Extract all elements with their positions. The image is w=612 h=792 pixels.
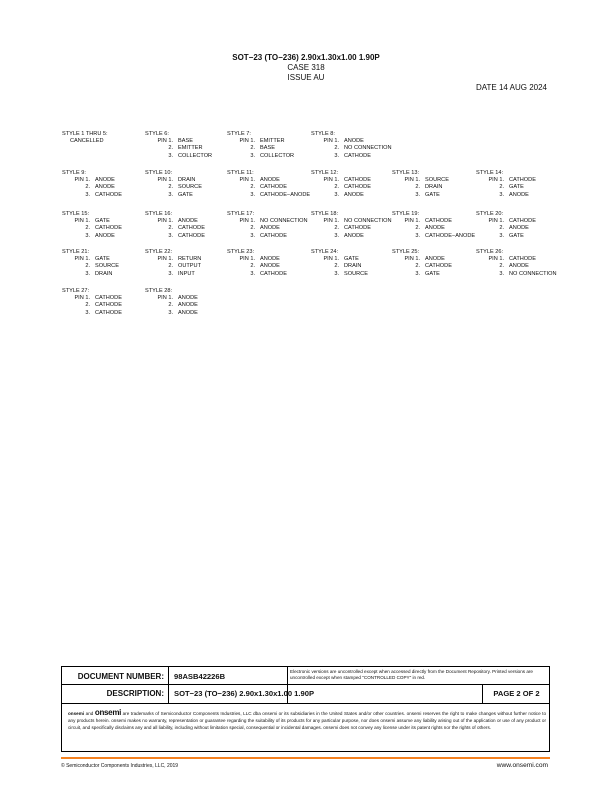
legal-text: are trademarks of Semiconductor Components Industries, LLC dba onsemi or its subsidiaries in the United States and/or other countries. onsemi reserves the right to make changes without further notice to any products herein. onsemi makes no warranty, representation or guarantee regarding the suitability of its products for any particular purpose, nor does onsemi assume any liability arising out of the application or use of any product or circuit, and specifically disclaims any and all liability, including without limitation special, consequential or incidental damages. onsemi does not convey any license under its patent rights nor the rights of others. bbox=[68, 711, 547, 730]
style-block bbox=[227, 170, 310, 199]
style-block bbox=[145, 249, 201, 278]
pin-number: 3. bbox=[334, 152, 339, 159]
pin-function: GATE bbox=[509, 232, 524, 239]
pin-number: PIN 1. bbox=[157, 295, 173, 302]
doc-number-value: 98ASB42226B bbox=[174, 672, 226, 681]
and-word: and bbox=[85, 711, 94, 716]
pin-row bbox=[476, 218, 536, 225]
document-date: DATE 14 AUG 2024 bbox=[476, 83, 547, 92]
pin-number: PIN 1. bbox=[323, 218, 339, 225]
pin-function: ANODE bbox=[178, 309, 198, 316]
pin-function: GATE bbox=[95, 218, 110, 225]
pin-number: PIN 1. bbox=[74, 177, 90, 184]
pin-function: ANODE bbox=[509, 191, 529, 198]
pin-number: 2. bbox=[85, 225, 90, 232]
pin-row bbox=[62, 184, 122, 191]
pin-number: 3. bbox=[334, 270, 339, 277]
pin-function: CATHODE bbox=[260, 270, 287, 277]
pin-number: PIN 1. bbox=[323, 177, 339, 184]
pin-number: PIN 1. bbox=[157, 138, 173, 145]
pin-function: GATE bbox=[344, 256, 359, 263]
pin-number: 2. bbox=[250, 225, 255, 232]
pin-row bbox=[311, 263, 368, 270]
pin-row bbox=[227, 256, 287, 263]
pin-number: 3. bbox=[334, 232, 339, 239]
style-block bbox=[145, 211, 205, 240]
pin-row bbox=[62, 177, 122, 184]
style-title: STYLE 18: bbox=[311, 211, 339, 217]
pin-number: 2. bbox=[85, 263, 90, 270]
pin-row bbox=[311, 225, 392, 232]
pin-row bbox=[392, 184, 449, 191]
pin-function: CATHODE bbox=[344, 184, 371, 191]
pin-row bbox=[476, 271, 557, 278]
style-block bbox=[476, 211, 536, 240]
style-title: STYLE 26: bbox=[476, 249, 504, 255]
pin-row bbox=[145, 225, 205, 232]
pin-row bbox=[311, 192, 371, 199]
pin-row bbox=[62, 225, 122, 232]
pin-number: 3. bbox=[250, 270, 255, 277]
description-value: SOT−23 (TO−236) 2.90x1.30x1.00 1.90P bbox=[174, 689, 315, 698]
pin-number: 2. bbox=[168, 263, 173, 270]
pin-function: BASE bbox=[178, 138, 193, 145]
pin-number: 3. bbox=[499, 191, 504, 198]
pin-function: CATHODE bbox=[178, 225, 205, 232]
pin-row bbox=[227, 225, 308, 232]
pin-number: PIN 1. bbox=[404, 218, 420, 225]
style-title: STYLE 19: bbox=[392, 211, 420, 217]
pin-number: 2. bbox=[499, 184, 504, 191]
pin-function: GATE bbox=[425, 270, 440, 277]
pin-number: 3. bbox=[334, 191, 339, 198]
pin-function: COLLECTOR bbox=[178, 152, 213, 159]
pin-row bbox=[227, 192, 310, 199]
pin-function: CATHODE bbox=[260, 184, 287, 191]
style-block bbox=[145, 170, 202, 199]
pin-row bbox=[62, 233, 122, 240]
pin-function: CATHODE bbox=[260, 232, 287, 239]
pin-function: CATHODE bbox=[95, 309, 122, 316]
pin-function: CATHODE bbox=[95, 225, 122, 232]
pin-function: CATHODE bbox=[425, 218, 452, 225]
pin-function: EMITTER bbox=[178, 145, 203, 152]
pin-function: GATE bbox=[509, 184, 524, 191]
pin-function: ANODE bbox=[178, 302, 198, 309]
pin-function: INPUT bbox=[178, 270, 195, 277]
pin-number: PIN 1. bbox=[488, 177, 504, 184]
pin-row bbox=[311, 184, 371, 191]
pin-number: 3. bbox=[168, 270, 173, 277]
pin-row bbox=[62, 192, 122, 199]
pin-number: PIN 1. bbox=[239, 177, 255, 184]
pin-function: NO CONNECTION bbox=[344, 218, 392, 225]
pin-number: PIN 1. bbox=[74, 256, 90, 263]
style-title: STYLE 16: bbox=[145, 211, 173, 217]
pin-function: NO CONNECTION bbox=[509, 270, 557, 277]
pin-row bbox=[311, 271, 368, 278]
pin-number: 3. bbox=[168, 191, 173, 198]
package-title: SOT−23 (TO−236) 2.90x1.30x1.00 1.90P bbox=[232, 53, 380, 62]
style-title: STYLE 20: bbox=[476, 211, 504, 217]
pin-number: 2. bbox=[250, 263, 255, 270]
pin-number: 3. bbox=[250, 152, 255, 159]
style-block bbox=[476, 249, 557, 278]
pin-function: CATHODE bbox=[509, 218, 536, 225]
pin-number: 3. bbox=[168, 309, 173, 316]
style-title: STYLE 8: bbox=[311, 131, 335, 137]
pin-number: 2. bbox=[499, 263, 504, 270]
pin-row bbox=[227, 138, 294, 145]
style-block bbox=[62, 131, 108, 145]
pin-row bbox=[145, 138, 212, 145]
style-block bbox=[145, 131, 212, 160]
pin-function: CATHODE bbox=[344, 225, 371, 232]
pin-function: CATHODE bbox=[344, 177, 371, 184]
pin-function: NO CONNECTION bbox=[344, 145, 392, 152]
pin-number: 2. bbox=[250, 184, 255, 191]
pin-row bbox=[392, 192, 449, 199]
pin-number: 3. bbox=[250, 232, 255, 239]
pin-function: RETURN bbox=[178, 256, 202, 263]
pin-row bbox=[392, 218, 475, 225]
pin-function: CATHODE−ANODE bbox=[425, 232, 476, 239]
pin-number: PIN 1. bbox=[404, 177, 420, 184]
style-block bbox=[62, 249, 119, 278]
style-block bbox=[227, 211, 308, 240]
pin-number: 2. bbox=[334, 184, 339, 191]
pin-row bbox=[476, 177, 536, 184]
pin-number: 2. bbox=[334, 225, 339, 232]
pin-number: 2. bbox=[168, 225, 173, 232]
document-info-box bbox=[61, 666, 550, 752]
pin-number: 3. bbox=[499, 270, 504, 277]
pin-function: SOURCE bbox=[344, 270, 368, 277]
pin-number: 2. bbox=[334, 145, 339, 152]
pin-row bbox=[227, 233, 308, 240]
pin-number: PIN 1. bbox=[157, 256, 173, 263]
pin-function: EMITTER bbox=[260, 138, 285, 145]
pin-number: PIN 1. bbox=[74, 218, 90, 225]
pin-number: 2. bbox=[415, 263, 420, 270]
pin-number: 3. bbox=[415, 270, 420, 277]
issue-label: ISSUE AU bbox=[287, 73, 325, 82]
pin-row bbox=[476, 233, 536, 240]
pin-number: 3. bbox=[85, 309, 90, 316]
pin-number: 2. bbox=[499, 225, 504, 232]
style-title: STYLE 14: bbox=[476, 170, 504, 176]
pin-function: SOURCE bbox=[178, 184, 202, 191]
pin-number: PIN 1. bbox=[323, 256, 339, 263]
pin-row bbox=[311, 145, 392, 152]
pin-row bbox=[227, 271, 287, 278]
pin-function: SOURCE bbox=[425, 177, 449, 184]
pin-function: GATE bbox=[425, 191, 440, 198]
pin-row bbox=[145, 310, 198, 317]
pin-row bbox=[392, 225, 475, 232]
pin-row bbox=[311, 177, 371, 184]
pin-number: PIN 1. bbox=[239, 218, 255, 225]
pin-number: PIN 1. bbox=[323, 138, 339, 145]
pin-function: ANODE bbox=[260, 263, 280, 270]
pin-number: 2. bbox=[85, 302, 90, 309]
style-title: STYLE 21: bbox=[62, 249, 90, 255]
pin-number: PIN 1. bbox=[239, 138, 255, 145]
pin-function: CATHODE−ANODE bbox=[260, 191, 311, 198]
pin-function: ANODE bbox=[425, 225, 445, 232]
style-title: STYLE 10: bbox=[145, 170, 173, 176]
pin-function: ANODE bbox=[509, 225, 529, 232]
pin-function: ANODE bbox=[260, 225, 280, 232]
pin-row bbox=[311, 153, 392, 160]
style-block bbox=[227, 249, 287, 278]
style-title: STYLE 27: bbox=[62, 288, 90, 294]
pin-function: NO CONNECTION bbox=[260, 218, 308, 225]
onsemi-logo: onsemi bbox=[94, 708, 122, 717]
style-title: STYLE 12: bbox=[311, 170, 339, 176]
pin-function: ANODE bbox=[260, 177, 280, 184]
style-title: STYLE 15: bbox=[62, 211, 90, 217]
pin-function: ANODE bbox=[95, 177, 115, 184]
pin-function: CATHODE bbox=[344, 152, 371, 159]
pin-function: ANODE bbox=[344, 138, 364, 145]
pin-function: ANODE bbox=[95, 232, 115, 239]
pin-row bbox=[476, 263, 557, 270]
pin-row bbox=[476, 192, 536, 199]
pin-number: 2. bbox=[85, 184, 90, 191]
style-block bbox=[311, 211, 392, 240]
pin-number: 3. bbox=[250, 191, 255, 198]
pin-function: ANODE bbox=[178, 218, 198, 225]
pin-function: ANODE bbox=[178, 295, 198, 302]
pin-number: PIN 1. bbox=[488, 218, 504, 225]
pin-row bbox=[145, 153, 212, 160]
pin-row bbox=[311, 138, 392, 145]
pin-number: PIN 1. bbox=[157, 218, 173, 225]
pin-number: PIN 1. bbox=[239, 256, 255, 263]
pin-row bbox=[145, 233, 205, 240]
style-block bbox=[227, 131, 294, 160]
pin-row bbox=[62, 271, 119, 278]
pin-row bbox=[145, 192, 202, 199]
pin-row bbox=[227, 184, 310, 191]
pin-function: CATHODE bbox=[178, 232, 205, 239]
brand-name: onsemi bbox=[68, 711, 85, 716]
pin-row bbox=[392, 177, 449, 184]
uncontrolled-notice: Electronic versions are uncontrolled except when accessed directly from the Document Repository. Printed versions are uncontrolled except when stamped "CONTROLLED COPY" in red. bbox=[290, 669, 533, 680]
style-block bbox=[311, 131, 392, 160]
pin-row bbox=[392, 256, 452, 263]
style-title: STYLE 7: bbox=[227, 131, 251, 137]
pin-function: BASE bbox=[260, 145, 275, 152]
pin-function: OUTPUT bbox=[178, 263, 201, 270]
pin-row bbox=[145, 302, 198, 309]
pin-row bbox=[227, 218, 308, 225]
pin-row bbox=[227, 263, 287, 270]
pin-number: PIN 1. bbox=[74, 295, 90, 302]
pin-number: 3. bbox=[85, 270, 90, 277]
pin-row bbox=[145, 295, 198, 302]
style-block bbox=[392, 170, 449, 199]
pin-number: 2. bbox=[415, 225, 420, 232]
pin-row bbox=[311, 233, 392, 240]
pin-row bbox=[62, 263, 119, 270]
style-block bbox=[62, 170, 122, 199]
pin-row bbox=[145, 177, 202, 184]
pin-function: CATHODE bbox=[425, 263, 452, 270]
pin-function: ANODE bbox=[95, 184, 115, 191]
pin-number: 3. bbox=[85, 191, 90, 198]
style-block bbox=[145, 288, 198, 317]
pin-number: 3. bbox=[415, 232, 420, 239]
pin-row bbox=[145, 263, 201, 270]
pin-number: PIN 1. bbox=[404, 256, 420, 263]
pin-row bbox=[311, 218, 392, 225]
pin-function: GATE bbox=[178, 191, 193, 198]
pin-function: GATE bbox=[95, 256, 110, 263]
pin-row bbox=[392, 263, 452, 270]
style-title: STYLE 11: bbox=[227, 170, 254, 176]
pin-row bbox=[62, 295, 122, 302]
pin-number: 2. bbox=[168, 302, 173, 309]
pin-row bbox=[476, 184, 536, 191]
style-title: STYLE 23: bbox=[227, 249, 255, 255]
style-note: CANCELLED bbox=[70, 138, 104, 145]
pin-function: DRAIN bbox=[178, 177, 196, 184]
pin-number: 2. bbox=[168, 145, 173, 152]
pin-row bbox=[62, 218, 122, 225]
pin-row bbox=[145, 271, 201, 278]
pin-number: PIN 1. bbox=[488, 256, 504, 263]
pin-function: SOURCE bbox=[95, 263, 119, 270]
pin-row bbox=[227, 177, 310, 184]
pin-function: DRAIN bbox=[95, 270, 113, 277]
page-number: PAGE 2 OF 2 bbox=[493, 689, 540, 698]
legal-disclaimer bbox=[68, 709, 546, 731]
pin-row bbox=[476, 225, 536, 232]
pin-function: ANODE bbox=[509, 263, 529, 270]
pin-function: COLLECTOR bbox=[260, 152, 295, 159]
pin-number: 2. bbox=[168, 184, 173, 191]
pin-row bbox=[227, 153, 294, 160]
style-block bbox=[311, 249, 368, 278]
style-title: STYLE 13: bbox=[392, 170, 420, 176]
style-block bbox=[311, 170, 371, 199]
pin-number: 2. bbox=[415, 184, 420, 191]
pin-row bbox=[227, 145, 294, 152]
style-block bbox=[392, 211, 475, 240]
description-label: DESCRIPTION: bbox=[106, 689, 164, 698]
footer-accent-bar bbox=[61, 757, 550, 759]
pin-function: ANODE bbox=[425, 256, 445, 263]
doc-number-label: DOCUMENT NUMBER: bbox=[77, 672, 164, 681]
style-title: STYLE 24: bbox=[311, 249, 339, 255]
case-number: CASE 318 bbox=[287, 63, 325, 72]
style-block bbox=[62, 288, 122, 317]
pin-number: 2. bbox=[334, 263, 339, 270]
style-title: STYLE 25: bbox=[392, 249, 420, 255]
pin-row bbox=[392, 233, 475, 240]
style-title: STYLE 9: bbox=[62, 170, 86, 176]
pin-function: CATHODE bbox=[509, 177, 536, 184]
pin-row bbox=[145, 184, 202, 191]
style-title: STYLE 1 THRU 5: bbox=[62, 131, 108, 137]
website-link[interactable]: www.onsemi.com bbox=[496, 762, 548, 769]
style-title: STYLE 28: bbox=[145, 288, 173, 294]
style-title: STYLE 6: bbox=[145, 131, 169, 137]
pin-row bbox=[62, 310, 122, 317]
pin-row bbox=[392, 271, 452, 278]
pin-function: DRAIN bbox=[425, 184, 443, 191]
pin-number: PIN 1. bbox=[157, 177, 173, 184]
pin-function: ANODE bbox=[344, 232, 364, 239]
style-block bbox=[62, 211, 122, 240]
pin-function: ANODE bbox=[260, 256, 280, 263]
pin-number: 2. bbox=[250, 145, 255, 152]
pin-function: CATHODE bbox=[95, 295, 122, 302]
pin-number: 3. bbox=[85, 232, 90, 239]
pin-function: CATHODE bbox=[95, 191, 122, 198]
pin-row bbox=[62, 302, 122, 309]
pin-number: 3. bbox=[168, 232, 173, 239]
pin-function: DRAIN bbox=[344, 263, 362, 270]
pin-row bbox=[311, 256, 368, 263]
pin-row bbox=[145, 145, 212, 152]
pin-number: 3. bbox=[168, 152, 173, 159]
style-block bbox=[476, 170, 536, 199]
pin-function: ANODE bbox=[344, 191, 364, 198]
pin-row bbox=[145, 256, 201, 263]
pin-number: 3. bbox=[499, 232, 504, 239]
copyright: © Semiconductor Components Industries, LLC, 2019 bbox=[61, 763, 179, 769]
pin-row bbox=[62, 256, 119, 263]
pin-row bbox=[476, 256, 557, 263]
pin-row bbox=[145, 218, 205, 225]
pin-number: 3. bbox=[415, 191, 420, 198]
style-title: STYLE 22: bbox=[145, 249, 173, 255]
style-block bbox=[392, 249, 452, 278]
pin-function: CATHODE bbox=[95, 302, 122, 309]
style-title: STYLE 17: bbox=[227, 211, 255, 217]
pin-function: CATHODE bbox=[509, 256, 536, 263]
